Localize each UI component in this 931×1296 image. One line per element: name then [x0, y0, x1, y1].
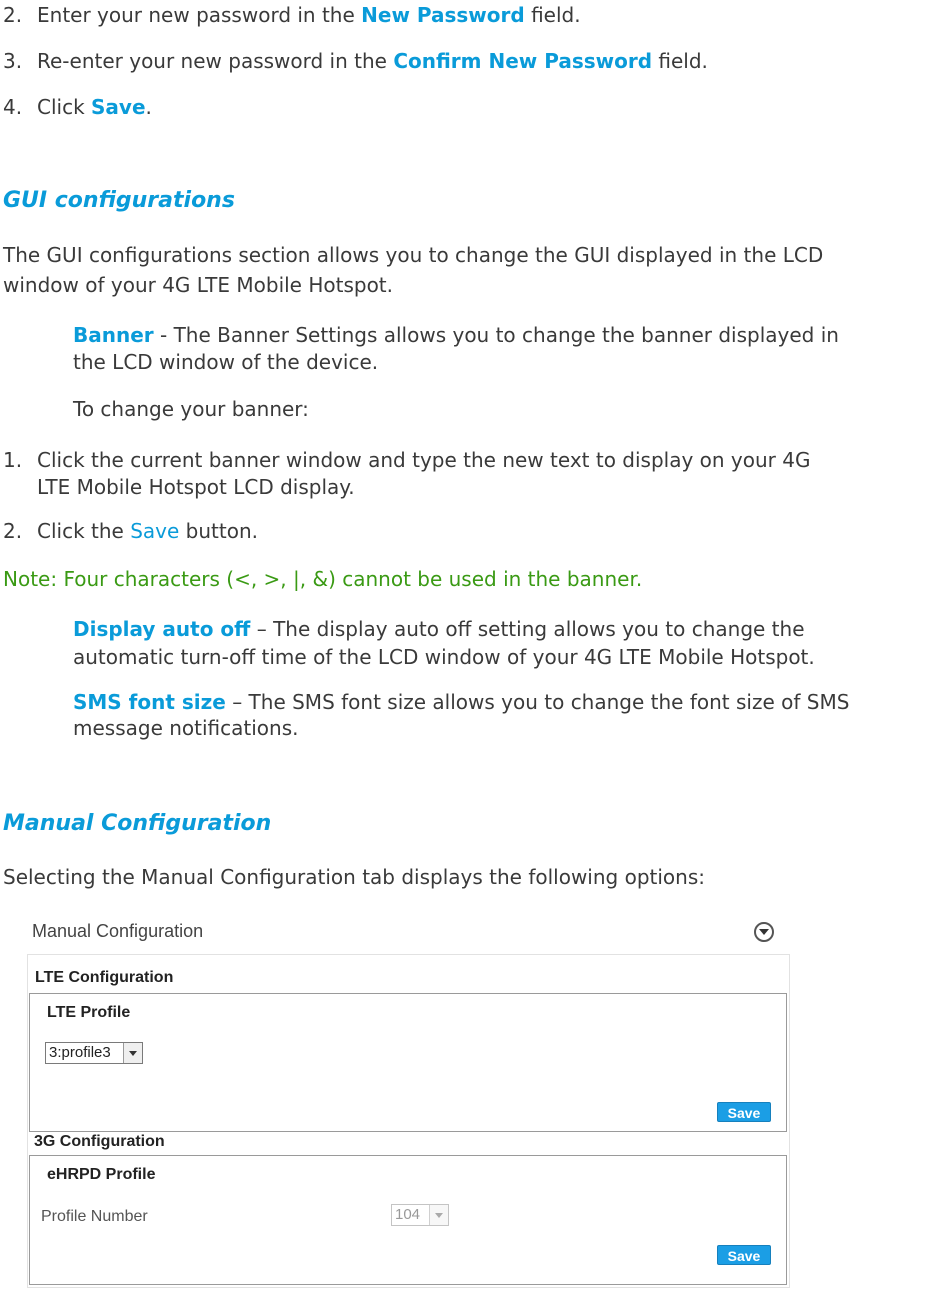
manual-configuration-intro: Selecting the Manual Configuration tab displays the following options: [3, 865, 705, 889]
banner-step-1-line-1: 1. Click the current banner window and type the new text to display on your 4G [3, 448, 811, 472]
banner-description-line-2: the LCD window of the device. [73, 350, 379, 374]
profile-number-label: Profile Number [41, 1208, 148, 1225]
banner-step-1-line-2: LTE Mobile Hotspot LCD display. [37, 475, 355, 499]
chevron-down-icon [123, 1043, 142, 1063]
gui-intro-line-2: window of your 4G LTE Mobile Hotspot. [3, 273, 394, 297]
lte-profile-box [29, 993, 787, 1132]
sms-font-size-line-2: message notifications. [73, 716, 299, 740]
ehrpd-profile-label: eHRPD Profile [47, 1166, 156, 1183]
3g-configuration-title: 3G Configuration [34, 1133, 165, 1150]
display-auto-off-line-2: automatic turn-off time of the LCD window of your 4G LTE Mobile Hotspot. [73, 645, 815, 669]
profile-number-select[interactable]: 104 [391, 1204, 449, 1226]
save-term: Save [91, 95, 146, 119]
configuration-container [27, 954, 790, 1288]
ehrpd-profile-box [29, 1155, 787, 1285]
step-2: 2. Enter your new password in the New Password field. [3, 3, 581, 27]
change-banner-text: To change your banner: [73, 397, 309, 421]
lte-profile-select[interactable]: 3:profile3 [45, 1042, 143, 1064]
banner-term: Banner [73, 323, 154, 347]
collapse-icon[interactable] [754, 922, 774, 942]
step-4: 4. Click Save. [3, 95, 152, 119]
sms-font-size-term: SMS font size [73, 690, 226, 714]
banner-description-line-1: Banner - The Banner Settings allows you to change the banner displayed in [73, 323, 839, 347]
chevron-down-icon [429, 1205, 448, 1225]
new-password-term: New Password [361, 3, 525, 27]
sms-font-size-line-1: SMS font size – The SMS font size allows you to change the font size of SMS [73, 690, 850, 714]
save-term: Save [130, 519, 180, 543]
banner-note: Note: Four characters (<, >, |, &) cannot be used in the banner. [3, 567, 643, 591]
gui-configurations-heading: GUI configurations [3, 188, 235, 213]
step-3: 3. Re-enter your new password in the Confirm New Password field. [3, 49, 708, 73]
lte-profile-label: LTE Profile [47, 1004, 131, 1021]
display-auto-off-term: Display auto off [73, 617, 251, 641]
display-auto-off-line-1: Display auto off – The display auto off setting allows you to change the [73, 617, 805, 641]
manual-configuration-heading: Manual Configuration [3, 811, 272, 836]
lte-configuration-title: LTE Configuration [35, 969, 174, 986]
gui-intro-line-1: The GUI configurations section allows you to change the GUI displayed in the LCD [3, 243, 824, 267]
confirm-password-term: Confirm New Password [393, 49, 653, 73]
panel-title: Manual Configuration [32, 921, 204, 941]
ehrpd-save-button[interactable]: Save [717, 1245, 771, 1265]
manual-configuration-panel [20, 907, 795, 1289]
lte-save-button[interactable]: Save [717, 1102, 771, 1122]
banner-step-2: 2. Click the Save button. [3, 519, 258, 543]
